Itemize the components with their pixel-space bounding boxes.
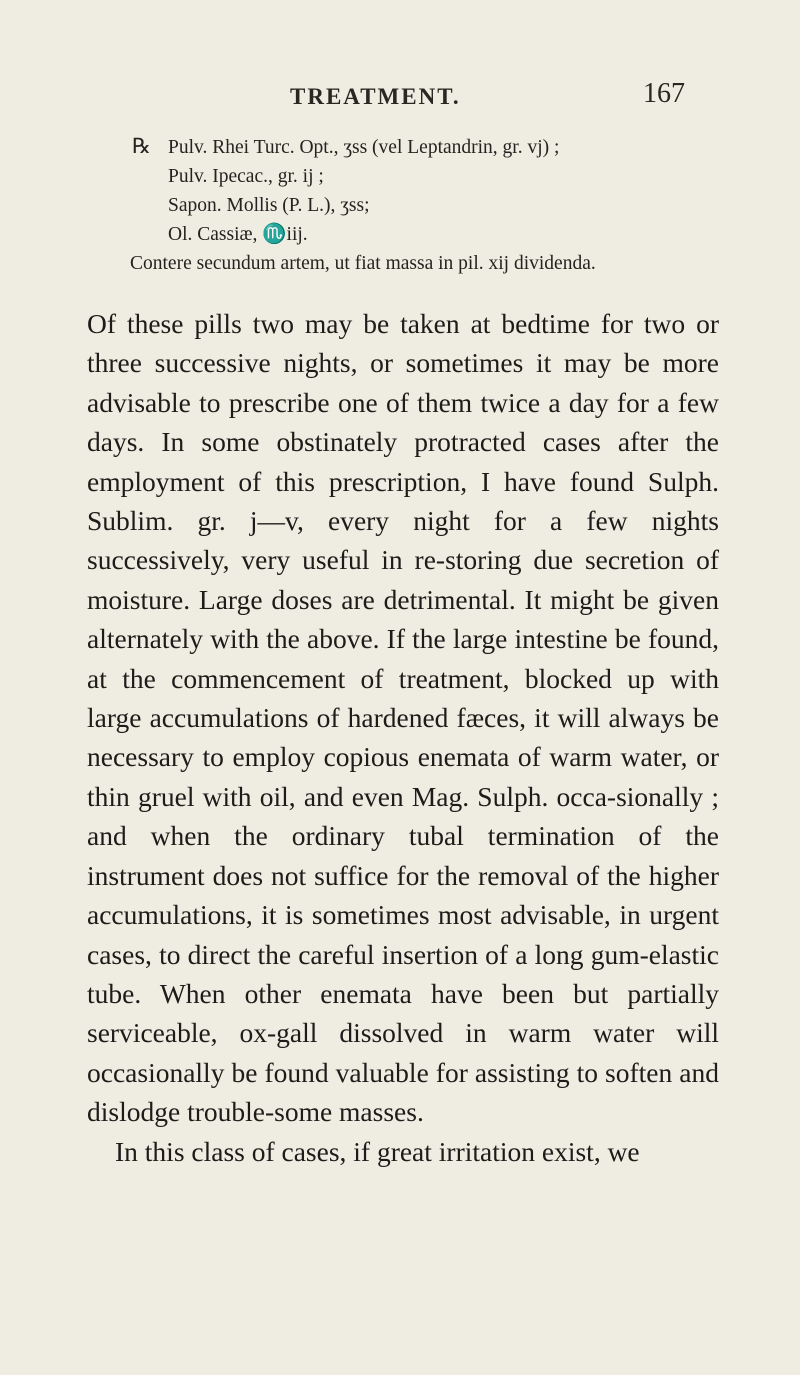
running-head-title: TREATMENT. [290, 84, 461, 109]
paragraph-2: In this class of cases, if great irritation exist, we [115, 1135, 640, 1167]
paragraph-1: Of these pills two may be taken at bedtime for two or three successive nights, or sometimes it may be more advisable to prescribe one of them twice a day for a few days. In some obstinately protracted cases after the employment of this prescription, I have found Sulph. Sublim. gr. j—v, every night for a few nights successively, very useful in re-storing due secretion of moisture. Large doses are detrimental. It might be given alternately with the above. If the large intestine be found, at the commencement of treatment, blocked up with large accumulations of hardened fæces, it will always be necessary to employ copious enemata of warm water, or thin gruel with oil, and even Mag. Sulph. occa-sionally ; and when the ordinary tubal termination of the instrument does not suffice for the removal of the higher accumulations, it is sometimes most advisable, in urgent cases, to direct the careful insertion of a long gum-elastic tube. When other enemata have been but partially serviceable, ox-gall dissolved in warm water will occasionally be found valuable for assisting to soften and dislodge trouble-some masses. [87, 308, 719, 1128]
running-head [0, 78, 800, 114]
prescription-ingredient: Pulv. Ipecac., gr. ij ; [168, 166, 324, 187]
prescription-directions [130, 249, 772, 278]
prescription-directions-text: Contere secundum artem, ut fiat massa in pil. xij dividenda. [130, 253, 596, 274]
prescription-ingredient: Sapon. Mollis (P. L.), ʒss; [168, 195, 370, 216]
prescription-line-2 [132, 162, 772, 191]
prescription-block [132, 132, 772, 278]
prescription-line-1 [132, 132, 772, 162]
page-number: 167 [643, 78, 685, 109]
prescription-line-3 [132, 191, 772, 220]
prescription-ingredient: Ol. Cassiæ, ♏iij. [168, 224, 308, 245]
body-text [87, 304, 719, 1171]
prescription-ingredient: Pulv. Rhei Turc. Opt., ʒss (vel Leptandrin, gr. vj) ; [168, 137, 560, 158]
recipe-symbol: ℞ [132, 134, 151, 158]
prescription-line-4 [132, 220, 772, 249]
